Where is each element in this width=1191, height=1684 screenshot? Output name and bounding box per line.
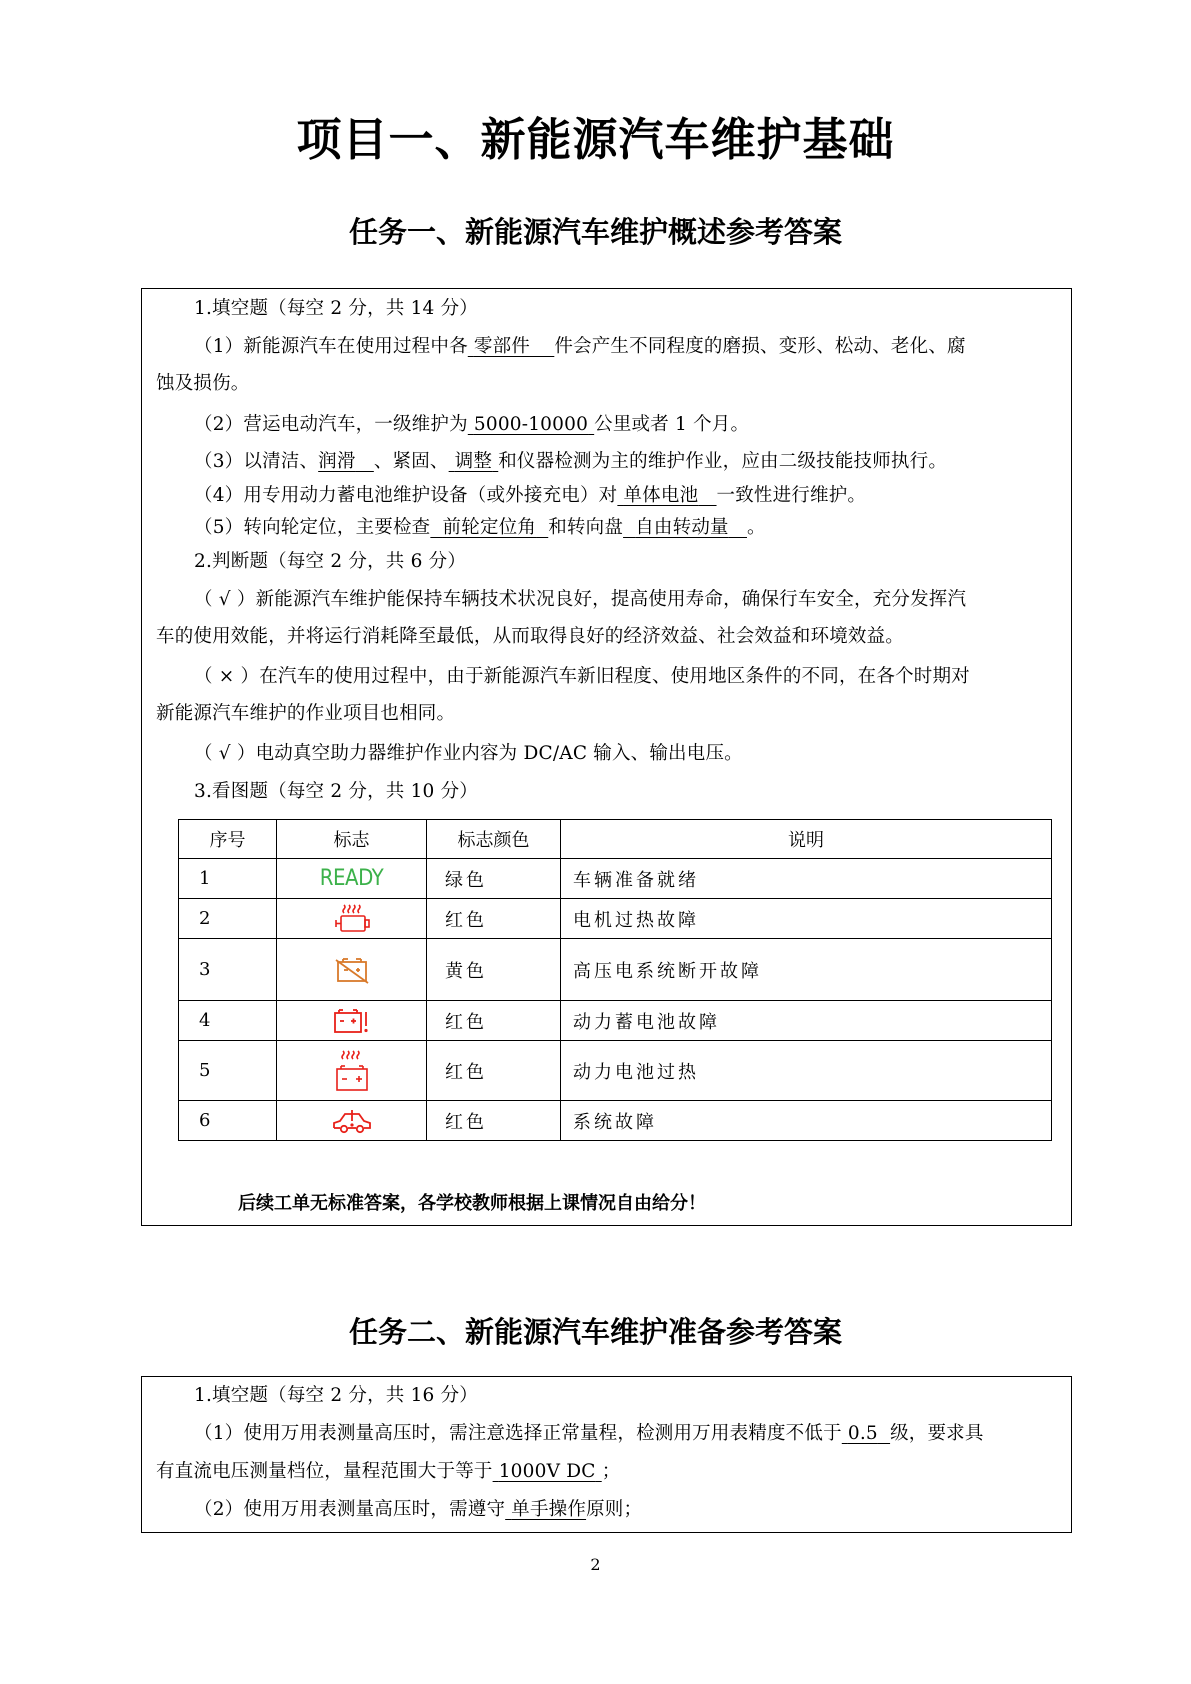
- sign-description: 车辆准备就绪: [561, 859, 1052, 899]
- answer-blank: 前轮定位角: [442, 517, 537, 538]
- task1-answer-box: [141, 288, 1072, 1226]
- sign-color: 红色: [427, 1041, 561, 1101]
- row-number: 1: [179, 859, 277, 899]
- table-row: [179, 1001, 1052, 1041]
- answer-blank: 单体电池: [623, 485, 699, 506]
- system-fault-icon: [330, 1107, 374, 1135]
- judge-j3: （ √ ）电动真空助力器维护作业内容为 DC/AC 输入、输出电压。: [194, 743, 743, 764]
- fill-q1-line2: 蚀及损伤。: [156, 373, 250, 394]
- table-row: [179, 939, 1052, 1001]
- warning-sign-table: [178, 819, 1052, 1141]
- answer-blank: 1000V DC: [498, 1461, 596, 1482]
- task2-fill-q1-line2: 有直流电压测量档位，量程范围大于等于 1000V DC ；: [156, 1461, 621, 1482]
- judge-header: 2.判断题（每空 2 分，共 6 分）: [194, 551, 467, 572]
- sign-color: 红色: [427, 1001, 561, 1041]
- task2-fill-header: 1.填空题（每空 2 分，共 16 分）: [194, 1385, 478, 1406]
- fill-q3: （3）以清洁、润滑 、紧固、 调整 和仪器检测为主的维护作业，应由二级技能技师执行。: [194, 451, 948, 472]
- sign-color: 绿色: [427, 859, 561, 899]
- task2-heading: 任务二、新能源汽车维护准备参考答案: [348, 1315, 842, 1349]
- judge-j1-line2: 车的使用效能，并将运行消耗降至最低，从而取得良好的经济效益、社会效益和环境效益。: [156, 626, 905, 647]
- answer-blank: 零部件: [473, 336, 530, 357]
- row-number: 4: [179, 1001, 277, 1041]
- sign-description: 系统故障: [561, 1101, 1052, 1141]
- table-row: [179, 899, 1052, 939]
- table-row: [179, 1101, 1052, 1141]
- judge-j1-line1: （ √ ）新能源汽车维护能保持车辆技术状况良好，提高使用寿命，确保行车安全，充分发挥汽: [194, 589, 967, 610]
- fill-q2: （2）营运电动汽车，一级维护为 5000-10000 公里或者 1 个月。: [194, 414, 750, 435]
- column-header: 标志颜色: [427, 820, 561, 859]
- grading-note: 后续工单无标准答案，各学校教师根据上课情况自由给分！: [238, 1193, 706, 1214]
- answer-blank: 5000-10000: [473, 414, 589, 435]
- battery-overheat-icon: [333, 1049, 371, 1093]
- table-row: [179, 859, 1052, 899]
- sign-color: 红色: [427, 1101, 561, 1141]
- battery-fault-icon: [333, 1007, 371, 1035]
- task2-fill-q1-line1: （1）使用万用表测量高压时，需注意选择正常量程，检测用万用表精度不低于 0.5 级，要求具: [194, 1423, 984, 1444]
- row-number: 3: [179, 939, 277, 1001]
- fill-header: 1.填空题（每空 2 分，共 14 分）: [194, 298, 478, 319]
- table-row: [179, 1041, 1052, 1101]
- answer-blank: 0.5: [847, 1423, 878, 1444]
- page-number: 2: [590, 1555, 601, 1574]
- table-header-row: [179, 820, 1052, 859]
- column-header: 标志: [277, 820, 427, 859]
- page-title: 项目一、新能源汽车维护基础: [296, 113, 895, 166]
- sign-color: 黄色: [427, 939, 561, 1001]
- row-number: 5: [179, 1041, 277, 1101]
- sign-description: 动力电池过热: [561, 1041, 1052, 1101]
- answer-blank: 润滑: [318, 451, 356, 472]
- sign-description: 高压电系统断开故障: [561, 939, 1052, 1001]
- fill-q4: （4）用专用动力蓄电池维护设备（或外接充电）对 单体电池 一致性进行维护。: [194, 485, 867, 506]
- answer-blank: 调整: [454, 451, 493, 472]
- fill-q5: （5）转向轮定位，主要检查 前轮定位角 和转向盘 自由转动量 。: [194, 517, 766, 538]
- task2-fill-q2: （2）使用万用表测量高压时，需遵守 单手操作原则；: [194, 1499, 643, 1520]
- answer-blank: 自由转动量: [635, 517, 729, 538]
- ready-indicator-icon: READY: [319, 866, 384, 891]
- answer-blank: 单手操作: [511, 1499, 587, 1520]
- sign-color: 红色: [427, 899, 561, 939]
- motor-overheat-icon: [332, 903, 372, 935]
- judge-j2-line2: 新能源汽车维护的作业项目也相同。: [156, 703, 456, 724]
- hv-disconnect-icon: [334, 955, 370, 985]
- task1-heading: 任务一、新能源汽车维护概述参考答案: [348, 215, 842, 249]
- row-number: 6: [179, 1101, 277, 1141]
- judge-j2-line1: （ × ）在汽车的使用过程中，由于新能源汽车新旧程度、使用地区条件的不同，在各个时期对: [194, 666, 970, 687]
- column-header: 序号: [179, 820, 277, 859]
- sign-description: 动力蓄电池故障: [561, 1001, 1052, 1041]
- sign-description: 电机过热故障: [561, 899, 1052, 939]
- row-number: 2: [179, 899, 277, 939]
- task2-answer-box: [141, 1376, 1072, 1533]
- picture-header: 3.看图题（每空 2 分，共 10 分）: [194, 781, 478, 802]
- fill-q1-line1: （1）新能源汽车在使用过程中各 零部件 件会产生不同程度的磨损、变形、松动、老化、腐: [194, 336, 966, 357]
- column-header: 说明: [561, 820, 1052, 859]
